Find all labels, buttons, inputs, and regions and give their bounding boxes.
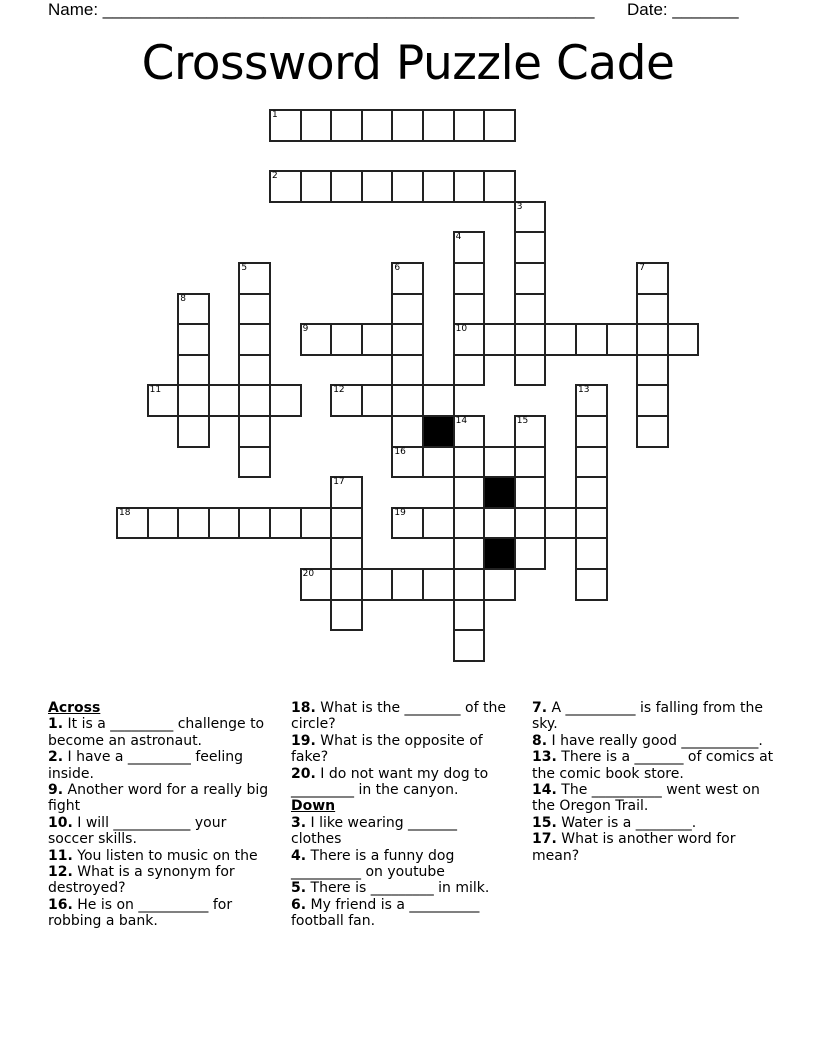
clue-column-1 [48,700,274,930]
grid-cell[interactable] [453,231,486,264]
grid-cell[interactable] [177,354,210,387]
cell-number: 20 [302,569,315,579]
cell-number: 7 [639,263,645,273]
clue-down-15 [532,815,777,831]
clue-text: What is the opposite of fake? [291,732,483,766]
black-cell [422,415,455,448]
clue-text: I will ___________ your soccer skills. [48,814,227,848]
grid-cell[interactable] [483,170,516,203]
clue-across-11 [48,848,274,864]
grid-cell[interactable] [483,568,516,601]
grid-cell[interactable] [361,323,394,356]
grid-cell[interactable] [483,507,516,540]
grid-cell[interactable] [238,354,271,387]
grid-cell[interactable] [330,507,363,540]
grid-cell[interactable] [575,507,608,540]
clue-number: 15. [532,814,557,831]
grid-cell[interactable] [483,323,516,356]
clue-text: He is on __________ for robbing a bank. [48,896,233,930]
grid-cell[interactable] [575,384,608,417]
page-title: Crossword Puzzle Cade [141,36,675,91]
grid-cell[interactable] [575,415,608,448]
clue-text: I have really good ___________. [551,732,763,749]
clue-text: What is the ________ of the circle? [291,700,506,733]
clue-across-20 [291,766,506,799]
clue-across-2 [48,749,274,782]
clue-number: 5. [291,880,307,897]
grid-cell[interactable] [391,446,424,479]
clue-number: 16. [48,896,73,913]
grid-cell[interactable] [514,231,547,264]
grid-cell[interactable] [177,293,210,326]
grid-cell[interactable] [636,323,669,356]
grid-cell[interactable] [514,446,547,479]
clue-number: 1. [48,716,64,733]
grid-cell[interactable] [453,354,486,387]
grid-cell[interactable] [514,476,547,509]
grid-cell[interactable] [330,109,363,142]
grid-cell[interactable] [514,201,547,234]
grid-cell[interactable] [238,262,271,295]
grid-cell[interactable] [330,476,363,509]
cell-number: 19 [394,507,406,518]
clue-down-13 [532,749,777,782]
grid-cell[interactable] [514,415,547,448]
clue-down-3 [291,815,506,848]
cell-number: 18 [119,507,131,518]
grid-cell[interactable] [300,170,333,203]
clue-text: You listen to music on the [77,847,258,864]
clue-number: 19. [291,732,316,749]
clue-column-3 [532,700,777,864]
clue-number: 17. [532,831,557,848]
grid-cell[interactable] [238,446,271,479]
grid-cell[interactable] [238,293,271,326]
cell-number: 8 [180,293,186,304]
grid-cell[interactable] [391,568,424,601]
grid-cell[interactable] [330,170,363,203]
across-heading: Across [48,700,101,716]
clue-text: There is _________ in milk. [310,880,490,897]
cell-number: 14 [455,416,468,426]
grid-cell[interactable] [636,262,669,295]
clue-number: 9. [48,782,64,799]
clue-number: 2. [48,749,64,766]
clue-number: 11. [48,847,73,864]
clue-number: 6. [291,896,307,913]
clue-across-1 [48,716,274,749]
grid-cell[interactable] [514,507,547,540]
grid-cell[interactable] [422,568,455,601]
clue-number: 8. [532,732,548,749]
clue-down-7 [532,700,777,733]
grid-cell[interactable] [575,323,608,356]
grid-cell[interactable] [544,507,577,540]
black-cell [483,537,516,570]
clue-across-9 [48,782,274,815]
grid-cell[interactable] [453,323,486,356]
grid-cell[interactable] [575,568,608,601]
grid-cell[interactable] [361,384,394,417]
clue-text: Water is a ________. [561,814,697,831]
grid-cell[interactable] [391,170,424,203]
grid-cell[interactable] [177,384,210,417]
clue-across-10 [48,815,274,848]
clue-down-4 [291,848,506,881]
clue-down-8 [532,733,777,749]
grid-cell[interactable] [422,109,455,142]
grid-cell[interactable] [514,262,547,295]
cell-number: 4 [455,232,462,243]
cell-number: 10 [455,324,468,335]
cell-number: 6 [394,263,401,273]
grid-cell[interactable] [453,507,486,540]
grid-cell[interactable] [238,323,271,356]
grid-cell[interactable] [300,109,333,142]
grid-cell[interactable] [238,415,271,448]
grid-cell[interactable] [514,323,547,356]
grid-cell[interactable] [453,446,486,479]
grid-cell[interactable] [453,537,486,570]
clue-text: I have a _________ feeling inside. [48,749,244,782]
grid-cell[interactable] [453,293,486,326]
cell-number: 11 [149,385,162,396]
grid-cell[interactable] [300,323,333,356]
cell-number: 9 [302,324,309,335]
name-field[interactable]: Name: ____________________________________________________ [48,0,595,19]
grid-cell[interactable] [177,415,210,448]
grid-cell[interactable] [361,568,394,601]
cell-number: 5 [241,263,248,273]
grid-cell[interactable] [391,262,424,295]
grid-cell[interactable] [208,384,241,417]
grid-cell[interactable] [514,537,547,570]
clue-down-17 [532,831,777,864]
grid-cell[interactable] [269,507,302,540]
cell-number: 16 [394,446,406,457]
clue-number: 20. [291,765,316,782]
clue-number: 10. [48,814,73,831]
grid-cell[interactable] [422,170,455,203]
clue-number: 7. [532,700,548,716]
date-field[interactable]: Date: _______ [627,0,739,19]
cell-number: 15 [516,416,529,426]
grid-cell[interactable] [330,599,363,632]
clue-down-5 [291,880,506,896]
grid-cell[interactable] [483,446,516,479]
grid-cell[interactable] [391,109,424,142]
grid-cell[interactable] [422,446,455,479]
grid-cell[interactable] [361,109,394,142]
clue-down-14 [532,782,777,815]
clue-number: 4. [291,847,307,864]
clue-number: 18. [291,700,316,716]
clue-text: There is a funny dog __________ on youtube [291,847,455,881]
grid-cell[interactable] [453,415,486,448]
grid-cell[interactable] [147,384,180,417]
grid-cell[interactable] [391,323,424,356]
grid-cell[interactable] [422,384,455,417]
clue-across-18 [291,700,506,733]
grid-cell[interactable] [361,170,394,203]
grid-cell[interactable] [391,293,424,326]
clue-number: 12. [48,864,73,881]
grid-cell[interactable] [575,476,608,509]
grid-cell[interactable] [116,507,149,540]
grid-cell[interactable] [391,384,424,417]
grid-cell[interactable] [177,507,210,540]
grid-cell[interactable] [422,507,455,540]
clue-text: My friend is a __________ football fan. [291,896,480,930]
cell-number: 1 [272,110,278,120]
grid-cell[interactable] [453,568,486,601]
clue-number: 3. [291,814,307,831]
grid-cell[interactable] [636,293,669,326]
grid-cell[interactable] [330,537,363,570]
grid-cell[interactable] [269,170,302,203]
grid-cell[interactable] [636,354,669,387]
clue-text: Another word for a really big fight [48,782,269,815]
grid-cell[interactable] [330,384,363,417]
grid-cell[interactable] [300,568,333,601]
grid-cell[interactable] [514,293,547,326]
clue-across-19 [291,733,506,766]
clue-text: It is a _________ challenge to become an astronaut. [48,716,265,749]
grid-cell[interactable] [330,323,363,356]
clue-text: The __________ went west on the Oregon Trail. [532,782,760,815]
grid-cell[interactable] [453,599,486,632]
grid-cell[interactable] [330,568,363,601]
grid-cell[interactable] [453,109,486,142]
grid-cell[interactable] [391,507,424,540]
grid-cell[interactable] [238,384,271,417]
grid-cell[interactable] [269,109,302,142]
clue-text: What is another word for mean? [532,831,736,864]
cell-number: 3 [516,201,523,212]
black-cell [483,476,516,509]
grid-cell[interactable] [453,629,486,662]
grid-cell[interactable] [391,415,424,448]
clue-across-16 [48,897,274,930]
down-heading: Down [291,798,336,815]
cell-number: 17 [333,477,345,488]
clue-across-12 [48,864,274,897]
clue-text: What is a synonym for destroyed? [48,864,235,897]
clue-text: I like wearing _______ clothes [291,814,458,848]
grid-cell[interactable] [208,507,241,540]
grid-cell[interactable] [514,354,547,387]
grid-cell[interactable] [391,354,424,387]
clue-number: 14. [532,782,557,799]
grid-cell[interactable] [575,446,608,479]
grid-cell[interactable] [453,262,486,295]
clue-number: 13. [532,749,557,766]
clue-text: I do not want my dog to _________ in the canyon. [291,765,489,799]
cell-number: 2 [272,171,278,182]
grid-cell[interactable] [453,170,486,203]
grid-cell[interactable] [544,323,577,356]
clue-text: A __________ is falling from the sky. [532,700,764,733]
grid-cell[interactable] [667,323,700,356]
clue-text: There is a _______ of comics at the comic book store. [532,749,774,782]
clue-down-6 [291,897,506,930]
grid-cell[interactable] [575,537,608,570]
cell-number: 12 [333,385,345,396]
grid-cell[interactable] [483,109,516,142]
grid-cell[interactable] [453,476,486,509]
clue-column-2 [291,700,506,930]
grid-cell[interactable] [177,323,210,356]
grid-cell[interactable] [300,507,333,540]
grid-cell[interactable] [238,507,271,540]
grid-cell[interactable] [636,384,669,417]
cell-number: 13 [578,385,590,396]
grid-cell[interactable] [269,384,302,417]
grid-cell[interactable] [606,323,639,356]
grid-cell[interactable] [636,415,669,448]
grid-cell[interactable] [147,507,180,540]
